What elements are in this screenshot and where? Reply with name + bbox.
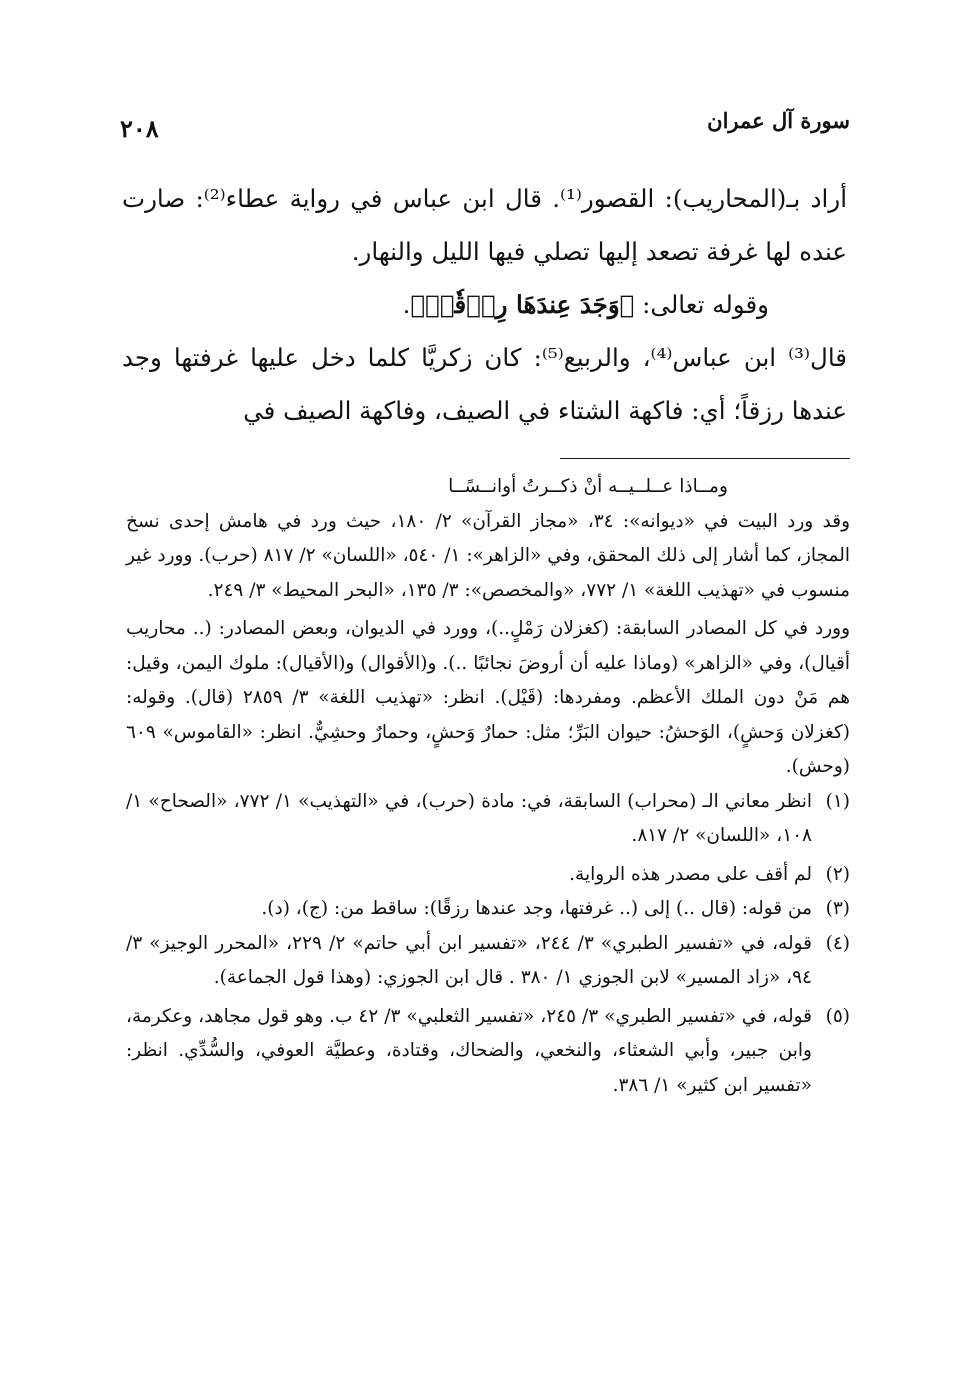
continuation-paragraph: وورد في كل المصادر السابقة: (كغزلان رَمْلٍ..)، وورد في الديوان، وبعض المصادر: (.. محاريب أقيال)، وفي «الزاهر» (وماذا عليه أن أروضَ نجائبًا ..). و(الأقوال) و(الأقيال): ملوك اليمن، وقيل: هم مَنْ دون الملك الأعظم. ومفردها: (قَيْل). انظر: «تهذيب اللغة» ٣/ ٢٨٥٩ (قال). وقوله: (كغزلان وَحشٍ)، الوَحشُ: حيوان البَرِّ؛ مثل: حمارٌ وَحشٍ، وحمارٌ وحشِيٌّ. انظر: «القاموس» ٦٠٩ (وحش). [126, 618, 850, 777]
verse-end: . [402, 290, 411, 319]
footnote-continuation [126, 505, 850, 785]
footnote-separator [560, 458, 850, 459]
footnote-text: من قوله: (قال ..) إلى (.. غرفتها، وجد عندها رزقًا): ساقط من: (ج)، (د). [261, 898, 812, 919]
footnote-text: قوله، في «تفسير الطبري» ٣/ ٢٤٥، «تفسير الثعلبي» ٣/ ٤٢ ب. وهو قول مجاهد، وعكرمة، وابن جبير، وأبي الشعثاء، والنخعي، والضحاك، وقتادة، وعطيَّة العوفي، والسُّدِّي. انظر: «تفسير ابن كثير» ١/ ٣٨٦. [126, 1005, 812, 1096]
footnote-number: (٣) [825, 898, 850, 919]
footnote-text: لم أقف على مصدر هذه الرواية. [569, 863, 812, 885]
paragraph-1: أراد بـ(المحاريب): القصور⁽¹⁾. قال ابن عباس في رواية عطاء⁽²⁾: صارت عنده لها غرفة تصعد إليها تصلي فيها الليل والنهار. [122, 184, 848, 266]
footnote-number: (١) [825, 790, 850, 812]
quran-verse: ﴿وَجَدَ عِندَهَا رِزۡقٗاۖ﴾ [410, 290, 635, 319]
footnote-2 [126, 858, 850, 893]
footnote-text: انظر معاني الـ (محراب) السابقة، في: مادة (حرب)، في «التهذيب» ١/ ٧٧٢، «الصحاح» ١/ ١٠٨، «اللسان» ٢/ ٨١٧. [126, 790, 812, 846]
poetry-verse: ومــاذا عــلــيــه أنْ ذكــرتُ أوانــسًــا [448, 476, 728, 497]
footnote-number: (٥) [825, 1005, 850, 1027]
footnote-4 [126, 927, 850, 996]
paragraph-3: قال⁽³⁾ ابن عباس⁽⁴⁾، والربيع⁽⁵⁾: كان زكريَّا كلما دخل عليها غرفتها وجد عندها رزقاً؛ أي: فاكهة الشتاء في الصيف، وفاكهة الصيف في [122, 343, 847, 425]
continuation-paragraph: وقد ورد البيت في «ديوانه»: ٣٤، «مجاز القرآن» ٢/ ١٨٠، حيث ورد في هامش إحدى نسخ المجاز، كما أشار إلى ذلك المحقق، وفي «الزاهر»: ١/ ٥٤٠، «اللسان» ٢/ ٨١٧ (حرب). وورد غير منسوب في «تهذيب اللغة» ١/ ٧٧٢، «والمخصص»: ٣/ ١٣٥، «البحر المحيط» ٣/ ٢٤٩. [126, 510, 850, 601]
footnotes-section [126, 470, 850, 1103]
sura-title: سورة آل عمران [707, 108, 850, 133]
page-number: ٢٠٨ [120, 114, 159, 143]
footnote-number: (٢) [825, 863, 850, 885]
footnote-5 [126, 1000, 850, 1104]
main-text [122, 172, 847, 437]
footnote-text: قوله، في «تفسير الطبري» ٣/ ٢٤٤، «تفسير ابن أبي حاتم» ٢/ ٢٢٩، «المحرر الوجيز» ٣/ ٩٤، «زاد المسير» لابن الجوزي ١/ ٣٨٠ . قال ابن الجوزي: (وهذا قول الجماعة). [126, 932, 812, 988]
footnote-number: (٤) [825, 932, 850, 954]
verse-intro: وقوله تعالى: [634, 290, 769, 319]
paragraph-2 [122, 278, 847, 331]
page-header [120, 108, 850, 148]
footnote-1 [126, 785, 850, 854]
footnote-3 [126, 892, 850, 927]
